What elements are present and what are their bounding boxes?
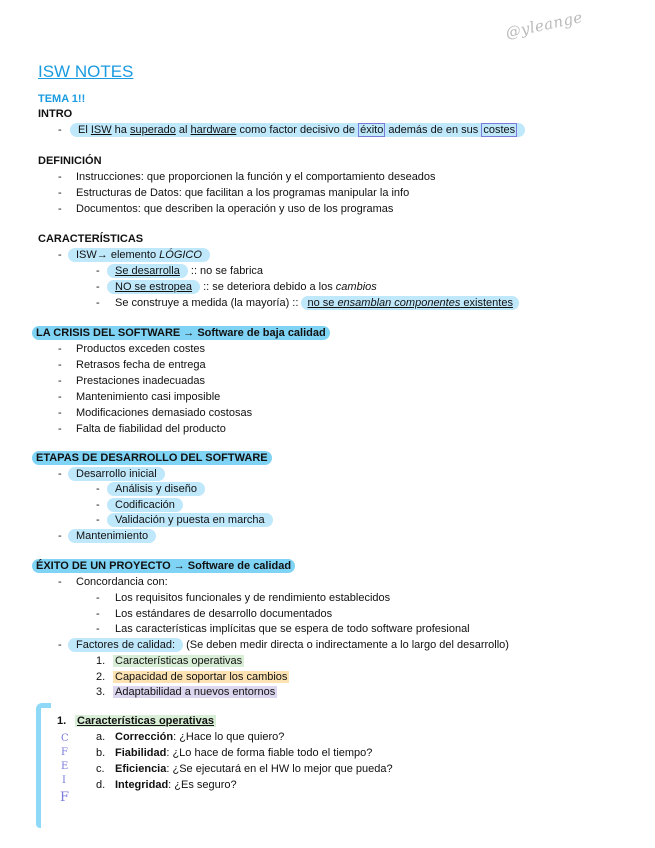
ensamblan-componentes: ensamblan componentes: [337, 297, 461, 309]
operativa-item: Eficiencia: ¿Se ejecutará en el HW lo mejor que pueda?: [115, 763, 393, 775]
intro-hardware: hardware: [190, 124, 237, 136]
intro-text-4: como factor decisivo de: [236, 124, 359, 136]
definicion-heading: DEFINICIÓN: [38, 155, 102, 167]
operativa-letter: a.: [96, 731, 106, 743]
bullet-dash: -: [96, 623, 100, 635]
intro-isw: ISW: [90, 124, 112, 136]
intro-superado: superado: [129, 124, 176, 136]
tema-label: TEMA 1!!: [38, 93, 86, 105]
crisis-heading: LA CRISIS DEL SOFTWARE → Software de baja calidad: [32, 326, 330, 340]
exito-heading: ÉXITO DE UN PROYECTO → Software de calidad: [32, 559, 295, 573]
bullet-dash: -: [58, 187, 62, 199]
page-title: ISW NOTES: [38, 62, 134, 81]
bullet-dash: -: [96, 592, 100, 604]
concordancia-item: Las características implícitas que se espera de todo software profesional: [115, 623, 470, 635]
no-se-estropea: NO se estropea: [107, 280, 200, 294]
etapa-sub: Análisis y diseño: [107, 482, 205, 496]
operativa-letter: d.: [96, 779, 106, 791]
se-desarrolla-rest: :: no se fabrica: [187, 265, 264, 277]
existentes: existentes: [460, 297, 513, 309]
isw-elemento: ISW→ elemento: [76, 249, 160, 261]
bullet-dash: -: [58, 124, 62, 136]
factor-item: Características operativas: [115, 655, 243, 667]
bullet-dash: -: [58, 391, 62, 403]
bullet-dash: -: [58, 249, 62, 261]
bullet-dash: -: [96, 483, 100, 495]
bullet-dash: -: [96, 499, 100, 511]
operativa-letter: c.: [96, 763, 105, 775]
bullet-dash: -: [58, 639, 62, 651]
margin-bracket: [36, 703, 51, 828]
bullet-dash: -: [58, 530, 62, 542]
bullet-dash: -: [58, 375, 62, 387]
crisis-item: Falta de fiabilidad del producto: [76, 423, 226, 435]
definicion-item: Estructuras de Datos: que facilitan a los programas manipular la info: [76, 187, 410, 199]
crisis-item: Mantenimiento casi imposible: [76, 391, 221, 403]
operativas-number: 1.: [57, 715, 67, 727]
caracteristicas-main: [68, 248, 210, 262]
intro-heading: INTRO: [38, 108, 73, 120]
intro-item: [70, 123, 525, 137]
intro-text-3: al: [175, 124, 191, 136]
cambios: cambios: [335, 281, 377, 293]
caracteristica-sub: [107, 264, 263, 278]
factor-number: 3.: [96, 686, 106, 698]
bullet-dash: -: [96, 608, 100, 620]
bullet-dash: -: [58, 359, 62, 371]
intro-costes: costes: [483, 124, 516, 136]
bullet-dash: -: [58, 423, 62, 435]
factores-label: Factores de calidad:: [68, 638, 183, 652]
crisis-item: Modificaciones demasiado costosas: [76, 407, 253, 419]
bullet-dash: -: [58, 203, 62, 215]
factores-calidad: [68, 638, 509, 652]
intro-text-5: además de en sus: [385, 124, 482, 136]
factores-note: (Se deben medir directa o indirectamente a lo largo del desarrollo): [183, 639, 509, 651]
etapa-desarrollo-inicial: Desarrollo inicial: [68, 467, 165, 481]
etapa-mantenimiento: Mantenimiento: [68, 529, 156, 543]
bullet-dash: -: [96, 297, 100, 309]
bullet-dash: -: [58, 576, 62, 588]
no-se-estropea-rest: :: se deteriora debido a los: [200, 281, 336, 293]
factor-item: Capacidad de soportar los cambios: [115, 671, 288, 683]
operativas-heading: Características operativas: [77, 715, 214, 727]
operativa-item: Corrección: ¿Hace lo que quiero?: [115, 731, 285, 743]
etapa-sub: Validación y puesta en marcha: [107, 513, 273, 527]
margin-letter: C: [61, 733, 69, 744]
bullet-dash: -: [58, 171, 62, 183]
margin-letter: E: [61, 761, 69, 772]
concordancia: Concordancia con:: [76, 576, 168, 588]
factor-number: 2.: [96, 671, 106, 683]
crisis-item: Prestaciones inadecuadas: [76, 375, 206, 387]
operativa-letter: b.: [96, 747, 106, 759]
margin-letter: F: [61, 747, 68, 758]
concordancia-item: Los estándares de desarrollo documentados: [115, 608, 333, 620]
bullet-dash: -: [58, 468, 62, 480]
margin-letter: F: [60, 790, 70, 805]
bullet-dash: -: [96, 514, 100, 526]
intro-text-1: El: [78, 124, 91, 136]
intro-text-2: ha: [111, 124, 130, 136]
definicion-item: Documentos: que describen la operación y uso de los programas: [76, 203, 394, 215]
logico: LÓGICO: [159, 249, 202, 261]
caracteristicas-heading: CARACTERÍSTICAS: [38, 233, 144, 245]
margin-letter: I: [62, 775, 66, 786]
intro-exito: éxito: [360, 124, 384, 136]
etapas-heading: ETAPAS DE DESARROLLO DEL SOFTWARE: [32, 451, 272, 465]
operativa-item: Integridad: ¿Es seguro?: [115, 779, 237, 791]
no-se: no se: [307, 297, 338, 309]
caracteristica-sub: [107, 280, 377, 294]
bullet-dash: -: [96, 281, 100, 293]
factor-item: Adaptabilidad a nuevos entornos: [115, 686, 276, 698]
signature: @yleange: [503, 8, 585, 42]
concordancia-item: Los requisitos funcionales y de rendimiento establecidos: [115, 592, 391, 604]
operativa-item: Fiabilidad: ¿Lo hace de forma fiable todo el tiempo?: [115, 747, 373, 759]
bullet-dash: -: [58, 407, 62, 419]
factor-number: 1.: [96, 655, 106, 667]
bullet-dash: -: [96, 265, 100, 277]
definicion-item: Instrucciones: que proporcionen la función y el comportamiento deseados: [76, 171, 436, 183]
crisis-item: Retrasos fecha de entrega: [76, 359, 206, 371]
crisis-item: Productos exceden costes: [76, 343, 206, 355]
se-construye: Se construye a medida (la mayoría) ::: [115, 297, 302, 309]
caracteristica-sub: [115, 296, 519, 310]
etapa-sub: Codificación: [107, 498, 183, 512]
bullet-dash: -: [58, 343, 62, 355]
se-desarrolla: Se desarrolla: [107, 264, 188, 278]
